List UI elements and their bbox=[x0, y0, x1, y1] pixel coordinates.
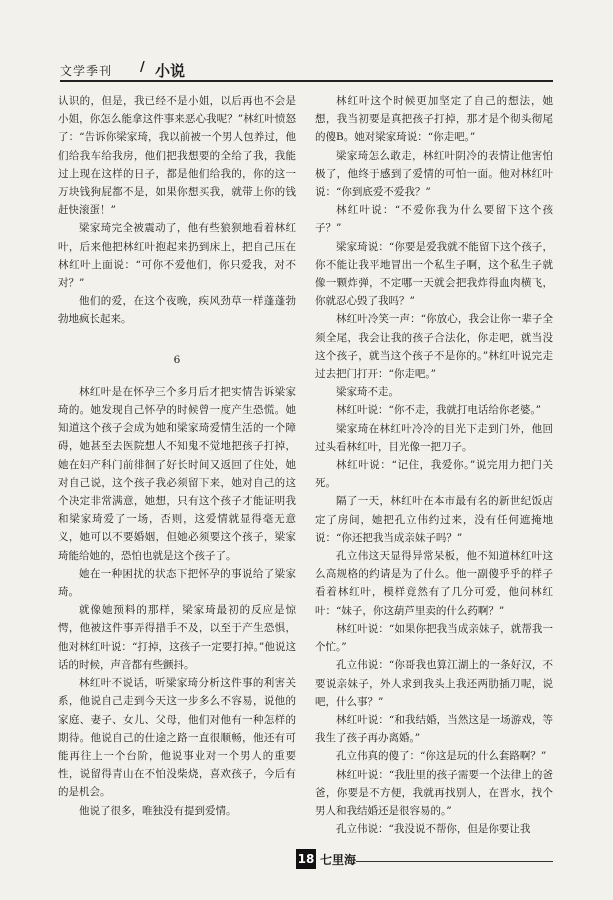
paragraph: 孔立伟这天显得异常呆板，他不知道林红叶这么高规格的约请是为了什么。他一副傻乎乎的样子看着林红叶，模样竟然有了几分可爱，他问林红叶：“妹子，你这葫芦里卖的什么药啊？” bbox=[315, 550, 553, 617]
magazine-title: 文学季刊 bbox=[60, 64, 113, 78]
footer-rule bbox=[356, 861, 553, 862]
page-header bbox=[60, 60, 553, 82]
paragraph: 林红叶是在怀孕三个多月后才把实情告诉梁家琦的。她发现自己怀孕的时候曾一度产生恐慌。她知道这个孩子会成为她和梁家琦爱情生活的一个障碍，她甚至去医院想人不知鬼不觉地把孩子打掉，她在妇产科门前徘徊了好长时间又返回了住处，她对自己说，这个孩子我必须留下来，她对自己的这个决定非常满意，她想，只有这个孩子才能证明我和梁家琦爱了一场，否则，这爱情就显得毫无意义，她可以不要婚姻，但她必须要这个孩子，梁家琦能给她的，恐怕也就是这个孩子了。 bbox=[58, 385, 296, 562]
paragraph: 隔了一天，林红叶在本市最有名的新世纪饭店定了房间，她把孔立伟约过来，没有任何遮掩地说：“你还把我当成亲妹子吗？” bbox=[315, 495, 553, 544]
paragraph: 梁家琦说：“你要是爱我就不能留下这个孩子，你不能让我平地冒出一个私生子啊，这个私生子就像一颗炸弹，不定哪一天就会把我炸得血肉横飞，你就忍心毁了我吗？” bbox=[315, 240, 553, 308]
paragraph: 林红叶说：“和我结婚，当然这是一场游戏，等我生了孩子再办离婚。” bbox=[315, 713, 553, 745]
paragraph: 梁家琦在林红叶冷冷的目光下走到门外，他回过头看林红叶，目光像一把刀子。 bbox=[315, 422, 553, 453]
section-title: 小说 bbox=[155, 62, 186, 80]
paragraph: 认识的，但是，我已经不是小姐，以后再也不会是小姐，你怎么能拿这件事来恶心我呢？”林红叶愤怒了：“告诉你梁家琦，我以前被一个男人包养过，他们给我车给我房，他们把我想要的全给了我，我能过上现在这样的日子，都是他们给我的，你的这一万块钱狗屁都不是，如果你想买我，就带上你的钱赶快滚蛋！” bbox=[58, 95, 296, 217]
paragraph: 林红叶不说话，听梁家琦分析这件事的利害关系，他说自己走到今天这一步多么不容易，说他的家庭、妻子、女儿、父母，他们对他有一种怎样的期待。他说自己的仕途之路一直很顺畅，他还有可能再往上一个台阶，他说事业对一个男人的重要性，说留得青山在不怕没柴烧，喜欢孩子，今后有的是机会。 bbox=[58, 677, 296, 799]
paragraph: 林红叶这个时候更加坚定了自己的想法，她想，我当初要是真把孩子打掉，那才是个彻头彻尾的傻B。她对梁家琦说：“你走吧。” bbox=[315, 95, 553, 144]
paragraph: 孔立伟真的傻了：“你这是玩的什么套路啊？” bbox=[336, 750, 547, 763]
page-footer bbox=[296, 849, 553, 871]
footer-magazine-name: 七里海 bbox=[320, 853, 357, 867]
paragraph: 梁家琦完全被震动了，他有些狼狈地看着林红叶，后来他把林红叶抱起来扔到床上，把自己压在林红叶上面说：“可你不爱他们，你只爱我，对不对？” bbox=[58, 222, 296, 290]
header-rule bbox=[60, 80, 553, 82]
paragraph: 他们的爱，在这个夜晚，疾风劲草一样蓬蓬勃勃地疯长起来。 bbox=[58, 295, 296, 326]
paragraph: 孔立伟说：“你哥我也算江湖上的一条好汉，不要说亲妹子，外人求到我头上我还两肋插刀呢，说吧，什么事？” bbox=[315, 659, 553, 708]
right-column bbox=[315, 92, 553, 838]
section-number: 6 bbox=[173, 353, 181, 366]
paragraph: 林红叶说：“如果你把我当成亲妹子，就帮我一个忙。” bbox=[315, 622, 553, 654]
paragraph: 梁家琦不走。 bbox=[336, 386, 399, 399]
paragraph: 林红叶说：“记住，我爱你。”说完用力把门关死。 bbox=[315, 459, 553, 490]
page-number: 18 bbox=[296, 849, 316, 869]
paragraph: 他说了很多，唯独没有提到爱情。 bbox=[79, 804, 237, 817]
paragraph: 就像她预料的那样，梁家琦最初的反应是惊愕，他被这件事弄得措手不及，以至于产生恐惧，他对林红叶说：“打掉，这孩子一定要打掉。”他说这话的时候，声音都有些颤抖。 bbox=[58, 604, 296, 671]
left-column bbox=[58, 92, 296, 820]
paragraph: 梁家琦怎么敢走，林红叶阴冷的表情让他害怕极了，他终于感到了爱情的可怕一面。他对林红叶说：“你到底爱不爱我？” bbox=[315, 149, 553, 199]
paragraph: 她在一种困扰的状态下把怀孕的事说给了梁家琦。 bbox=[58, 567, 296, 599]
paragraph: 林红叶说：“你不走，我就打电话给你老婆。” bbox=[336, 404, 541, 417]
paragraph: 林红叶说：“我肚里的孩子需要一个法律上的爸爸，你要是不方便，我就再找别人，在晋水，找个男人和我结婚还是很容易的。” bbox=[315, 768, 553, 817]
paragraph: 林红叶说：“不爱你我为什么要留下这个孩子？” bbox=[315, 204, 553, 235]
paragraph: 孔立伟说：“我没说不帮你，但是你要让我 bbox=[336, 823, 531, 836]
header-slash: / bbox=[140, 60, 145, 75]
paragraph: 林红叶冷笑一声：“你放心，我会让你一辈子全须全尾，我会让我的孩子合法化，你走吧，就当没这个孩子，就当这个孩子不是你的。”林红叶说完走过去把门打开：“你走吧。” bbox=[315, 313, 553, 381]
